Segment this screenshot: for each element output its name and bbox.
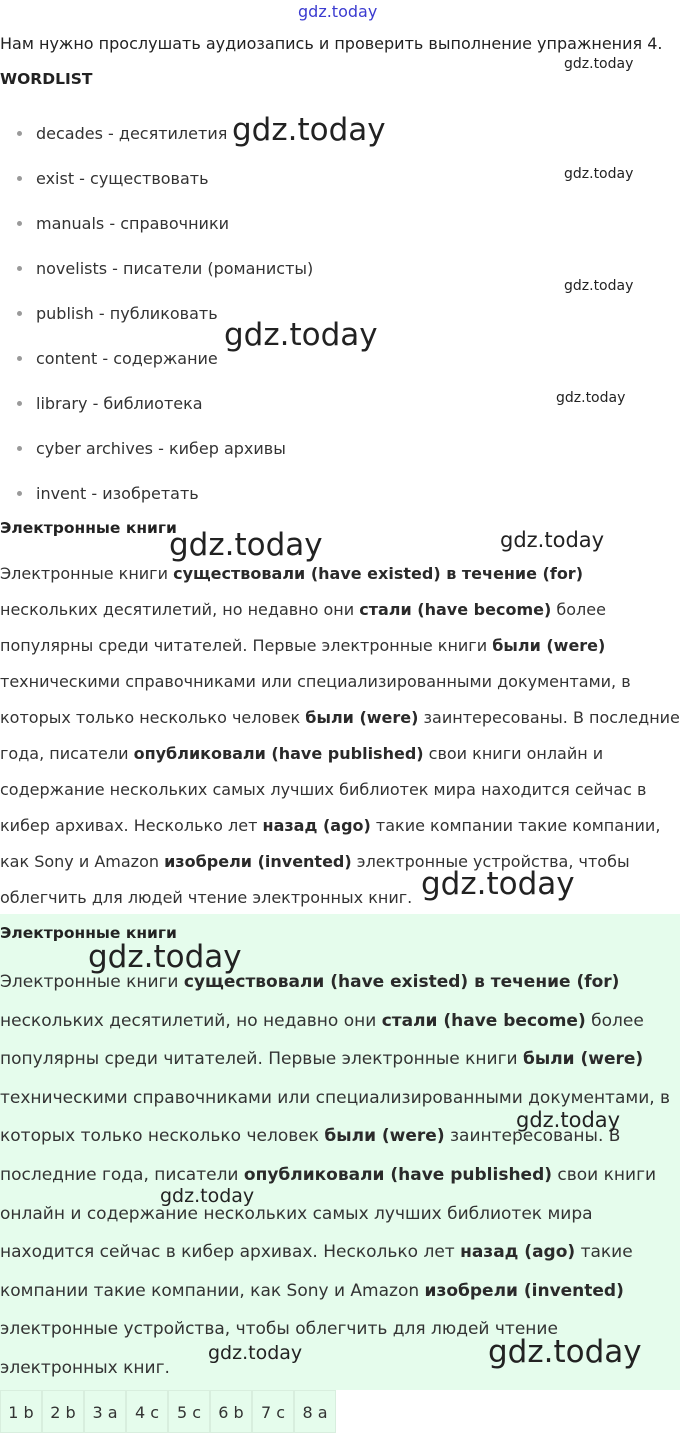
watermark-small: gdz.today (564, 278, 634, 294)
paragraph-segment: более популярны среди читателей. Первые электронные книги (0, 1010, 644, 1070)
answers-table (0, 1390, 336, 1433)
watermark-large: gdz.today (224, 317, 378, 353)
wordlist-item (0, 246, 313, 291)
paragraph-segment-bold: стали (have become) (381, 1010, 586, 1031)
watermark-medium: gdz.today (500, 528, 605, 552)
watermark-small: gdz.today (564, 166, 634, 182)
paragraph-segment: заинтересованы. В последние года, писатели (0, 708, 680, 763)
paragraph-segment-bold: были (were) (522, 1049, 644, 1070)
wordlist-item (0, 201, 313, 246)
paragraph-segment-bold: назад (ago) (460, 1242, 576, 1263)
paragraph-segment: заинтересованы. В последние года, писатели (0, 1126, 621, 1185)
paragraph-segment: нескольких десятилетий, но недавно они (0, 1010, 382, 1031)
highlight-paragraph (0, 963, 680, 1388)
paragraph-segment-bold: назад (ago) (262, 816, 371, 835)
paragraph-segment-bold: опубликовали (have published) (243, 1164, 553, 1185)
watermark-medium: gdz.today (208, 1342, 303, 1364)
wordlist (0, 111, 313, 516)
watermark-large: gdz.today (169, 527, 323, 563)
bullet-icon (17, 401, 22, 406)
wordlist-item-text: invent - изобретать (36, 484, 199, 503)
paragraph-segment: свои книги онлайн и содержание нескольких самых лучших библиотек мира находится сейчас в кибер архивах. Несколько лет (0, 1164, 657, 1263)
answer-cell: 1 b (0, 1390, 42, 1433)
wordlist-item-text: cyber archives - кибер архивы (36, 439, 286, 458)
watermark-large: gdz.today (88, 939, 242, 975)
paragraph-segment: электронные устройства, чтобы облегчить для людей чтение электронных книг. (0, 852, 630, 907)
answer-cell: 2 b (42, 1390, 84, 1433)
paragraph-segment: более популярны среди читателей. Первые электронные книги (0, 600, 606, 655)
bullet-icon (17, 131, 22, 136)
answer-cell: 4 c (126, 1390, 168, 1433)
bullet-icon (17, 266, 22, 271)
paragraph-segment: такие компании такие компании, как Sony и Amazon (0, 1242, 633, 1301)
paragraph-segment: электронные устройства, чтобы облегчить для людей чтение электронных книг. (0, 1319, 558, 1378)
paragraph-segment-bold: были (were) (324, 1126, 445, 1147)
wordlist-item-text: content - содержание (36, 349, 218, 368)
wordlist-item-text: publish - публиковать (36, 304, 218, 323)
intro-text: Нам нужно прослушать аудиозапись и проверить выполнение упражнения 4. (0, 34, 663, 53)
highlight-heading: Электронные книги (0, 924, 177, 942)
paragraph-segment: техническими справочниками или специализированными документами, в которых только несколько человек (0, 672, 631, 727)
bullet-icon (17, 491, 22, 496)
bullet-icon (17, 221, 22, 226)
bullet-icon (17, 446, 22, 451)
answer-cell: 5 c (168, 1390, 210, 1433)
wordlist-item (0, 426, 313, 471)
wordlist-item (0, 156, 313, 201)
watermark-large: gdz.today (488, 1334, 642, 1370)
wordlist-item-text: novelists - писатели (романисты) (36, 259, 314, 278)
watermark-top: gdz.today (298, 2, 378, 21)
paragraph-segment-bold: опубликовали (have published) (133, 744, 424, 763)
answer-cell: 8 a (294, 1390, 336, 1433)
text-heading: Электронные книги (0, 519, 177, 537)
watermark-large: gdz.today (421, 866, 575, 902)
watermark-small: gdz.today (564, 56, 634, 72)
paragraph-segment-bold: изобрели (invented) (424, 1280, 624, 1301)
wordlist-heading: WORDLIST (0, 70, 93, 88)
watermark-medium: gdz.today (160, 1185, 255, 1207)
paragraph-segment: нескольких десятилетий, но недавно они (0, 600, 360, 619)
paragraph-segment-bold: существовали (have existed) в течение (for) (183, 972, 620, 992)
paragraph-segment: такие компании такие компании, как Sony и Amazon (0, 816, 661, 871)
watermark-medium: gdz.today (516, 1108, 621, 1132)
wordlist-item-text: exist - существовать (36, 169, 209, 188)
wordlist-item (0, 471, 313, 516)
paragraph-segment-bold: стали (have become) (359, 600, 552, 619)
paragraph-segment: техническими справочниками или специализированными документами, в которых только несколько человек (0, 1087, 671, 1147)
bullet-icon (17, 176, 22, 181)
ebooks-paragraph (0, 556, 680, 916)
wordlist-item-text: decades - десятилетия (36, 124, 228, 143)
answer-cell: 3 a (84, 1390, 126, 1433)
answer-cell: 6 b (210, 1390, 252, 1433)
watermark-small: gdz.today (556, 390, 626, 406)
wordlist-item-text: library - библиотека (36, 394, 203, 413)
wordlist-item (0, 381, 313, 426)
answer-cell: 7 c (252, 1390, 294, 1433)
paragraph-segment: Электронные книги (0, 972, 184, 992)
bullet-icon (17, 356, 22, 361)
paragraph-segment-bold: были (were) (492, 636, 606, 655)
paragraph-segment: свои книги онлайн и содержание нескольких самых лучших библиотек мира находится сейчас в кибер архивах. Несколько лет (0, 744, 647, 835)
paragraph-segment-bold: существовали (have existed) в течение (for) (173, 564, 584, 583)
paragraph-segment-bold: изобрели (invented) (164, 852, 352, 871)
wordlist-item-text: manuals - справочники (36, 214, 230, 233)
watermark-large: gdz.today (232, 112, 386, 148)
bullet-icon (17, 311, 22, 316)
paragraph-segment: Электронные книги (0, 564, 174, 583)
paragraph-segment-bold: были (were) (305, 708, 419, 727)
